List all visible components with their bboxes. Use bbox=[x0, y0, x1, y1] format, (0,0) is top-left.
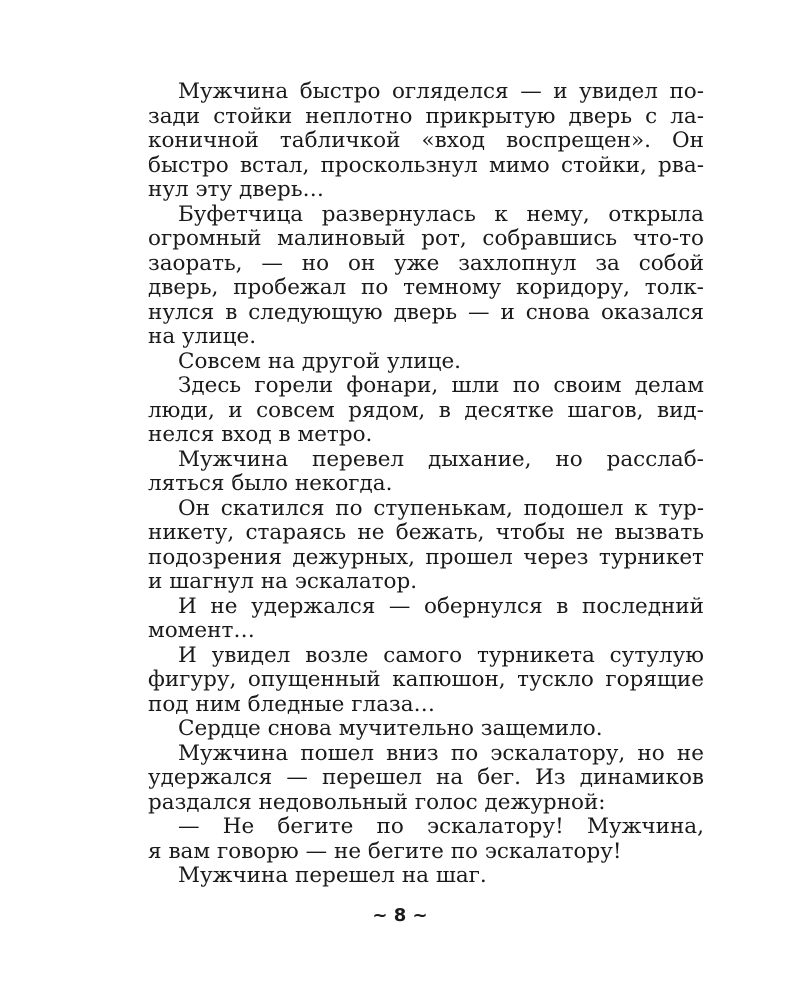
text-line: Мужчина быстро огляделся — и увидел по- bbox=[178, 79, 704, 104]
text-line: люди, и совсем рядом, в десятке шагов, вид- bbox=[148, 397, 704, 423]
paragraph bbox=[148, 80, 704, 203]
text-line: Совсем на другой улице. bbox=[178, 348, 462, 374]
paragraph bbox=[148, 350, 704, 375]
text-line: раздался недовольный голос дежурной: bbox=[148, 789, 606, 815]
text-line: никету, стараясь не бежать, чтобы не вызвать bbox=[148, 520, 704, 545]
text-line: Мужчина перешел на шаг. bbox=[178, 863, 487, 888]
text-line: нул эту дверь… bbox=[148, 177, 325, 202]
text-line: ляться было некогда. bbox=[148, 471, 393, 496]
paragraph bbox=[148, 742, 704, 816]
text-line: фигуру, опущенный капюшон, тускло горящие bbox=[148, 667, 704, 692]
text-line: я вам говорю — не бегите по эскалатору! bbox=[148, 838, 622, 864]
text-line: удержался — перешел на бег. Из динамиков bbox=[148, 765, 704, 790]
page-number: ~ 8 ~ bbox=[372, 905, 428, 926]
text-line: Сердце снова мучительно защемило. bbox=[178, 716, 603, 741]
text-line: Мужчина перевел дыхание, но расслаб- bbox=[178, 446, 704, 472]
paragraph bbox=[148, 864, 704, 889]
text-line: и шагнул на эскалатор. bbox=[148, 569, 418, 594]
paragraph bbox=[148, 717, 704, 742]
text-line: момент… bbox=[148, 618, 255, 643]
paragraph bbox=[148, 374, 704, 448]
text-line: на улице. bbox=[148, 324, 257, 349]
text-line: заорать, — но он уже захлопнул за собой bbox=[148, 250, 704, 276]
paragraph bbox=[148, 497, 704, 595]
text-line: подозрения дежурных, прошел через турникет bbox=[148, 544, 704, 570]
text-line: быстро встал, проскользнул мимо стойки, рва- bbox=[148, 152, 704, 178]
text-line: Здесь горели фонари, шли по своим делам bbox=[178, 373, 704, 398]
paragraph bbox=[148, 644, 704, 718]
text-line: И увидел возле самого турникета сутулую bbox=[178, 642, 704, 668]
paragraph bbox=[148, 448, 704, 497]
text-line: нелся вход в метро. bbox=[148, 422, 373, 447]
text-line: И не удержался — обернулся в последний bbox=[178, 593, 704, 619]
text-line: Мужчина пошел вниз по эскалатору, но не bbox=[178, 740, 704, 766]
text-line: — Не бегите по эскалатору! Мужчина, bbox=[178, 814, 704, 839]
paragraph bbox=[148, 595, 704, 644]
text-line: под ним бледные глаза… bbox=[148, 691, 436, 717]
text-line: Он скатился по ступенькам, подошел к тур- bbox=[178, 495, 704, 521]
paragraph bbox=[148, 815, 704, 864]
paragraph bbox=[148, 203, 704, 350]
text-line: дверь, пробежал по темному коридору, толк- bbox=[148, 275, 704, 300]
text-line: зади стойки неплотно прикрытую дверь с ла- bbox=[148, 103, 704, 129]
text-line: огромный малиновый рот, собравшись что-то bbox=[148, 226, 704, 251]
text-line: нулся в следующую дверь — и снова оказался bbox=[148, 299, 704, 325]
text-line: Буфетчица развернулась к нему, открыла bbox=[178, 201, 704, 227]
body-text bbox=[148, 80, 704, 889]
text-line: коничной табличкой «вход воспрещен». Он bbox=[148, 128, 704, 153]
